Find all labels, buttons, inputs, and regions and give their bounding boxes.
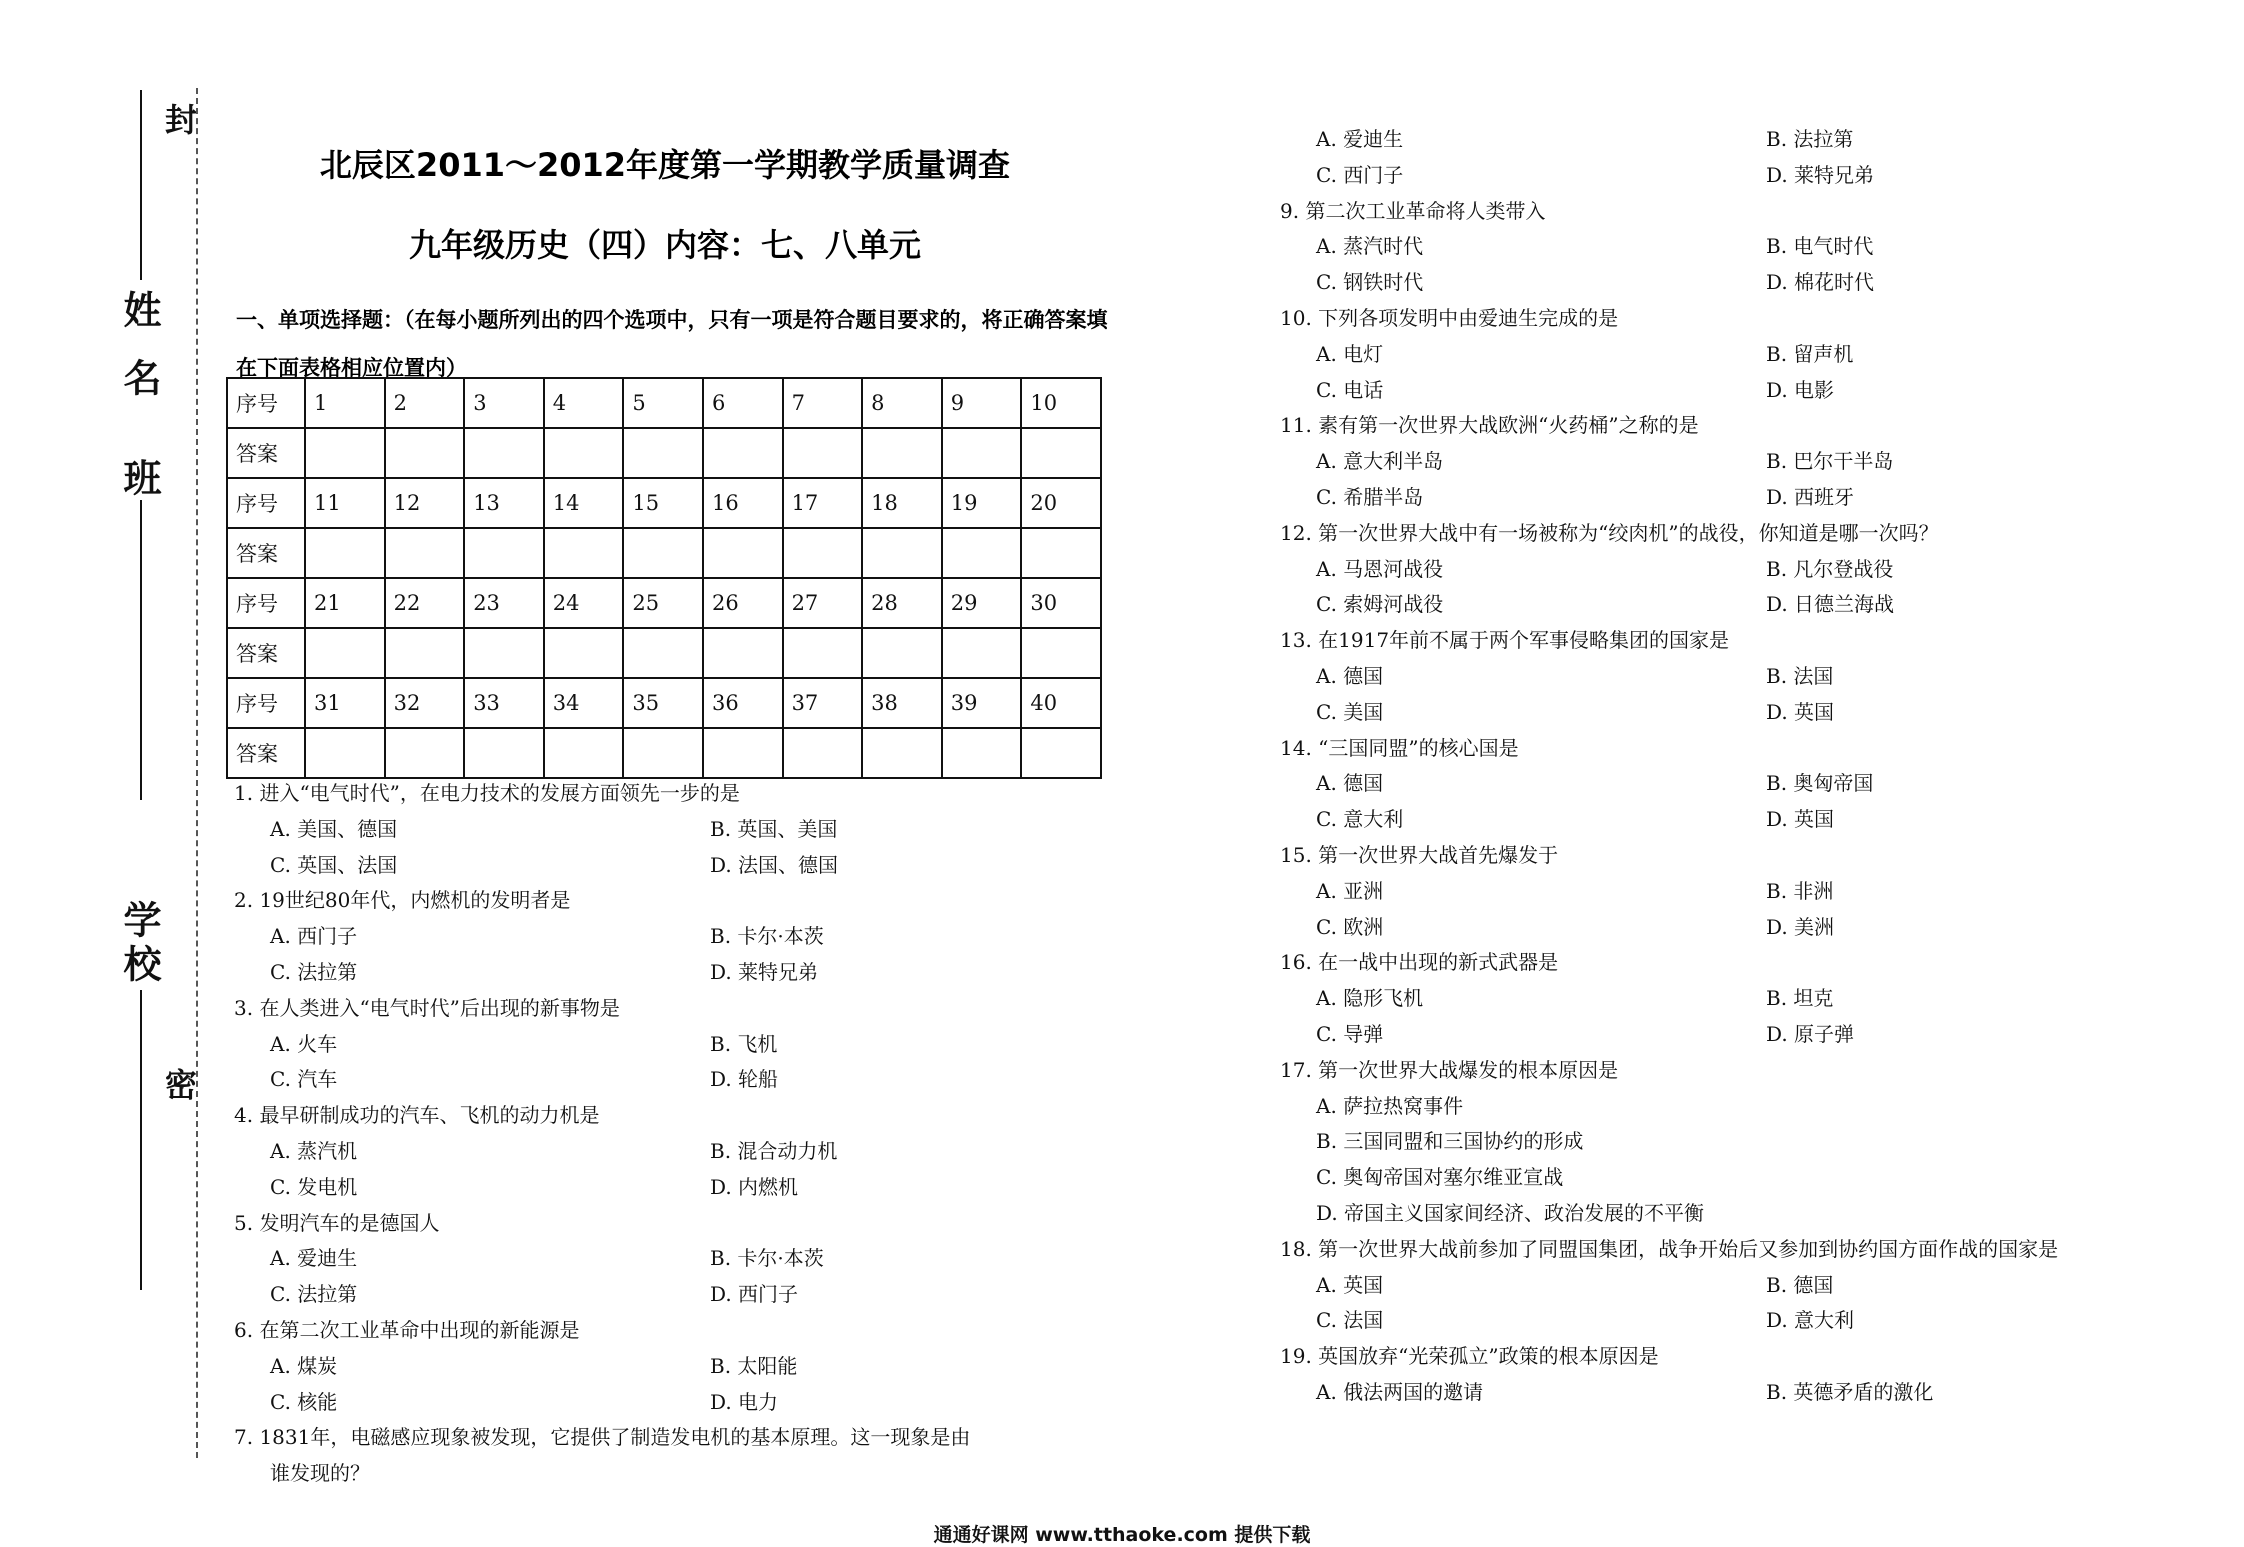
option: A. 电灯 <box>1316 341 1384 366</box>
answer-cell[interactable] <box>385 428 465 478</box>
option: C. 索姆河战役 <box>1316 592 1444 617</box>
option: B. 坦克 <box>1766 986 1834 1011</box>
answer-cell[interactable] <box>464 628 544 678</box>
option: B. 奥匈帝国 <box>1766 771 1874 796</box>
option: D. 西班牙 <box>1766 484 1855 509</box>
question-number-cell: 16 <box>703 478 783 528</box>
answer-row <box>227 428 1101 478</box>
option: D. 轮船 <box>710 1067 779 1092</box>
answer-cell[interactable] <box>305 628 385 678</box>
option: D. 美洲 <box>1766 914 1835 939</box>
question-options <box>1280 552 2180 624</box>
option: A. 萨拉热窝事件 <box>1316 1093 1464 1118</box>
answer-cell[interactable] <box>703 528 783 578</box>
question-text: 14. “三国同盟”的核心国是 <box>1280 735 1519 760</box>
question-number-cell: 19 <box>942 478 1022 528</box>
question-text: 3. 在人类进入“电气时代”后出现的新事物是 <box>234 995 620 1020</box>
option: C. 导弹 <box>1316 1021 1384 1046</box>
option: B. 电气时代 <box>1766 234 1874 259</box>
answer-cell[interactable] <box>544 528 624 578</box>
option: A. 爱迪生 <box>1316 127 1404 151</box>
answer-cell[interactable] <box>783 528 863 578</box>
row-label-number: 序号 <box>227 578 305 628</box>
question-number-cell: 4 <box>544 378 624 428</box>
option: A. 隐形飞机 <box>1316 986 1424 1011</box>
number-row <box>227 678 1101 728</box>
row-label-answer: 答案 <box>227 728 305 778</box>
question-number-cell: 37 <box>783 678 863 728</box>
option: B. 法拉第 <box>1766 127 1854 151</box>
option: B. 凡尔登战役 <box>1766 556 1894 581</box>
question-options <box>1280 766 2180 838</box>
question-18-text: 18. 第一次世界大战前参加了同盟国集团，战争开始后又参加到协约国方面作战的国家是 <box>1280 1236 2059 1261</box>
option: B. 卡尔·本茨 <box>710 924 824 949</box>
question-text: 15. 第一次世界大战首先爆发于 <box>1280 842 1559 867</box>
option: C. 美国 <box>1316 699 1384 724</box>
seal-mark-top: 封 <box>165 101 198 139</box>
question-number-cell: 39 <box>942 678 1022 728</box>
option: A. 俄法两国的邀请 <box>1316 1379 1484 1404</box>
question-options <box>1280 229 2180 301</box>
question-number-cell: 8 <box>862 378 942 428</box>
answer-cell[interactable] <box>464 528 544 578</box>
question-number-cell: 40 <box>1021 678 1101 728</box>
option: B. 英德矛盾的激化 <box>1766 1379 1934 1404</box>
question-number-cell: 5 <box>623 378 703 428</box>
question-options <box>234 1027 1114 1099</box>
answer-cell[interactable] <box>623 428 703 478</box>
question-text: 2. 19世纪80年代，内燃机的发明者是 <box>234 888 571 913</box>
question-17-options <box>1280 1089 2180 1232</box>
question-options <box>234 1241 1114 1313</box>
option: A. 西门子 <box>270 924 358 949</box>
answer-cell[interactable] <box>1021 528 1101 578</box>
option: D. 莱特兄弟 <box>1766 162 1875 187</box>
option: C. 钢铁时代 <box>1316 270 1424 295</box>
answer-cell[interactable] <box>942 728 1022 778</box>
question-text: 1. 进入“电气时代”，在电力技术的发展方面领先一步的是 <box>234 781 740 805</box>
answer-row <box>227 728 1101 778</box>
question-number-cell: 25 <box>623 578 703 628</box>
footer-credit: 通通好课网 www.tthaoke.com 提供下载 <box>933 1524 1311 1546</box>
option: D. 帝国主义国家间经济、政治发展的不平衡 <box>1316 1200 1705 1225</box>
option: D. 英国 <box>1766 699 1835 724</box>
question-number-cell: 36 <box>703 678 783 728</box>
question-number-cell: 27 <box>783 578 863 628</box>
question-text: 11. 素有第一次世界大战欧洲“火药桶”之称的是 <box>1280 413 1699 438</box>
option: C. 核能 <box>270 1389 338 1414</box>
question-number-cell: 32 <box>385 678 465 728</box>
option: B. 法国 <box>1766 663 1834 688</box>
school-underline <box>140 990 142 1290</box>
section-heading: 一、单项选择题：（在每小题所列出的四个选项中，只有一项是符合题目要求的，将正确答案填在下面表格相应位置内） <box>236 308 1108 380</box>
question-text: 4. 最早研制成功的汽车、飞机的动力机是 <box>234 1103 600 1128</box>
question-number-cell: 34 <box>544 678 624 728</box>
question-options <box>1280 122 2180 194</box>
answer-cell[interactable] <box>783 728 863 778</box>
option: C. 汽车 <box>270 1067 338 1092</box>
question-number-cell: 10 <box>1021 378 1101 428</box>
option: D. 棉花时代 <box>1766 270 1875 295</box>
answer-cell[interactable] <box>305 428 385 478</box>
question-number-cell: 2 <box>385 378 465 428</box>
number-row <box>227 578 1101 628</box>
answer-cell[interactable] <box>703 628 783 678</box>
answer-cell[interactable] <box>464 728 544 778</box>
option: C. 法拉第 <box>270 959 358 984</box>
question-options <box>1280 444 2180 516</box>
answer-cell[interactable] <box>783 428 863 478</box>
option: A. 煤炭 <box>270 1353 338 1378</box>
option: A. 蒸汽机 <box>270 1138 358 1163</box>
option: D. 莱特兄弟 <box>710 959 819 984</box>
option: A. 美国、德国 <box>270 816 398 841</box>
option: A. 意大利半岛 <box>1316 449 1444 474</box>
exam-subtitle: 九年级历史（四）内容：七、八单元 <box>408 226 921 264</box>
option: A. 爱迪生 <box>270 1246 358 1271</box>
option: D. 内燃机 <box>710 1174 799 1199</box>
answer-cell[interactable] <box>385 728 465 778</box>
question-text: 10. 下列各项发明中由爱迪生完成的是 <box>1280 305 1619 330</box>
question-number-cell: 12 <box>385 478 465 528</box>
answer-cell[interactable] <box>783 628 863 678</box>
option: D. 英国 <box>1766 807 1835 832</box>
left-question-column <box>234 776 1114 1492</box>
question-number-cell: 14 <box>544 478 624 528</box>
row-label-number: 序号 <box>227 678 305 728</box>
option: B. 非洲 <box>1766 878 1834 903</box>
question-7-line-2: 谁发现的？ <box>270 1461 370 1486</box>
option: C. 欧洲 <box>1316 914 1384 939</box>
answer-cell[interactable] <box>1021 628 1101 678</box>
option: B. 混合动力机 <box>710 1138 838 1163</box>
option: D. 电力 <box>710 1389 779 1414</box>
class-underline <box>140 500 142 800</box>
question-number-cell: 30 <box>1021 578 1101 628</box>
answer-cell[interactable] <box>942 528 1022 578</box>
answer-cell[interactable] <box>862 628 942 678</box>
option: B. 英国、美国 <box>710 816 838 841</box>
answer-cell[interactable] <box>544 428 624 478</box>
answer-cell[interactable] <box>305 728 385 778</box>
answer-cell[interactable] <box>623 728 703 778</box>
question-options <box>1280 659 2180 731</box>
answer-cell[interactable] <box>942 428 1022 478</box>
row-label-number: 序号 <box>227 478 305 528</box>
question-options <box>234 1134 1114 1206</box>
option: A. 火车 <box>270 1031 338 1056</box>
question-number-cell: 18 <box>862 478 942 528</box>
option: D. 西门子 <box>710 1282 799 1307</box>
answer-cell[interactable] <box>703 428 783 478</box>
question-text: 6. 在第二次工业革命中出现的新能源是 <box>234 1317 580 1342</box>
answer-table <box>226 377 1102 779</box>
question-number-cell: 20 <box>1021 478 1101 528</box>
question-number-cell: 38 <box>862 678 942 728</box>
question-number-cell: 6 <box>703 378 783 428</box>
option: C. 意大利 <box>1316 807 1404 832</box>
option: C. 奥匈帝国对塞尔维亚宣战 <box>1316 1165 1564 1190</box>
option: C. 发电机 <box>270 1174 358 1199</box>
answer-cell[interactable] <box>862 428 942 478</box>
option: A. 马恩河战役 <box>1316 556 1444 581</box>
row-label-number: 序号 <box>227 378 305 428</box>
option: B. 三国同盟和三国协约的形成 <box>1316 1129 1584 1154</box>
question-text: 9. 第二次工业革命将人类带入 <box>1280 198 1546 223</box>
row-label-answer: 答案 <box>227 428 305 478</box>
number-row <box>227 378 1101 428</box>
option: A. 德国 <box>1316 663 1384 688</box>
option: B. 飞机 <box>710 1031 778 1056</box>
option: D. 意大利 <box>1766 1308 1855 1333</box>
row-label-answer: 答案 <box>227 628 305 678</box>
answer-cell[interactable] <box>1021 728 1101 778</box>
question-number-cell: 11 <box>305 478 385 528</box>
answer-cell[interactable] <box>1021 428 1101 478</box>
question-number-cell: 29 <box>942 578 1022 628</box>
question-text: 12. 第一次世界大战中有一场被称为“绞肉机”的战役，你知道是哪一次吗？ <box>1280 520 1939 545</box>
question-text: 13. 在1917年前不属于两个军事侵略集团的国家是 <box>1280 628 1730 653</box>
option: B. 德国 <box>1766 1272 1834 1297</box>
question-number-cell: 21 <box>305 578 385 628</box>
option: C. 西门子 <box>1316 162 1404 187</box>
option: D. 原子弹 <box>1766 1021 1855 1046</box>
question-number-cell: 9 <box>942 378 1022 428</box>
question-number-cell: 15 <box>623 478 703 528</box>
answer-cell[interactable] <box>544 728 624 778</box>
answer-cell[interactable] <box>862 528 942 578</box>
school-label: 学校 <box>117 900 161 988</box>
option: D. 日德兰海战 <box>1766 592 1895 617</box>
option: C. 希腊半岛 <box>1316 484 1424 509</box>
question-number-cell: 23 <box>464 578 544 628</box>
question-options <box>1280 874 2180 946</box>
question-19-text: 19. 英国放弃“光荣孤立”政策的根本原因是 <box>1280 1344 1659 1369</box>
option: C. 法拉第 <box>270 1282 358 1307</box>
question-number-cell: 1 <box>305 378 385 428</box>
binding-dashed-line <box>196 88 198 1458</box>
answer-cell[interactable] <box>703 728 783 778</box>
question-text: 16. 在一战中出现的新式武器是 <box>1280 950 1559 975</box>
answer-row <box>227 528 1101 578</box>
question-number-cell: 35 <box>623 678 703 728</box>
right-question-column <box>1280 122 2180 1411</box>
option: B. 卡尔·本茨 <box>710 1246 824 1271</box>
option: D. 电影 <box>1766 377 1835 402</box>
answer-cell[interactable] <box>305 528 385 578</box>
question-number-cell: 28 <box>862 578 942 628</box>
question-18-options <box>1280 1268 2180 1340</box>
answer-cell[interactable] <box>623 628 703 678</box>
seal-mark-bottom: 密 <box>165 1066 198 1104</box>
option: A. 英国 <box>1316 1272 1384 1297</box>
question-number-cell: 22 <box>385 578 465 628</box>
name-underline <box>140 90 142 280</box>
number-row <box>227 478 1101 528</box>
answer-cell[interactable] <box>862 728 942 778</box>
class-label: 班 <box>117 458 161 496</box>
row-label-answer: 答案 <box>227 528 305 578</box>
option: A. 蒸汽时代 <box>1316 234 1424 259</box>
question-options <box>1280 981 2180 1053</box>
question-number-cell: 17 <box>783 478 863 528</box>
answer-cell[interactable] <box>544 628 624 678</box>
option: B. 留声机 <box>1766 341 1854 366</box>
option: B. 巴尔干半岛 <box>1766 449 1894 474</box>
question-number-cell: 33 <box>464 678 544 728</box>
option: C. 法国 <box>1316 1308 1384 1333</box>
exam-title: 北辰区2011～2012年度第一学期教学质量调查 <box>319 146 1011 184</box>
answer-cell[interactable] <box>623 528 703 578</box>
question-number-cell: 26 <box>703 578 783 628</box>
question-number-cell: 7 <box>783 378 863 428</box>
question-options <box>234 812 1114 884</box>
question-7-line-1: 7. 1831年，电磁感应现象被发现，它提供了制造发电机的基本原理。这一现象是由 <box>234 1425 971 1450</box>
question-number-cell: 13 <box>464 478 544 528</box>
question-options <box>1280 337 2180 409</box>
question-number-cell: 31 <box>305 678 385 728</box>
question-text: 5. 发明汽车的是德国人 <box>234 1210 440 1235</box>
question-19-options <box>1280 1375 2180 1411</box>
answer-cell[interactable] <box>385 528 465 578</box>
question-number-cell: 24 <box>544 578 624 628</box>
answer-row <box>227 628 1101 678</box>
question-options <box>234 1349 1114 1421</box>
option: D. 法国、德国 <box>710 852 839 877</box>
question-17-text: 17. 第一次世界大战爆发的根本原因是 <box>1280 1057 1619 1082</box>
answer-cell[interactable] <box>942 628 1022 678</box>
name-label: 姓名 <box>117 290 161 426</box>
answer-cell[interactable] <box>464 428 544 478</box>
option: C. 英国、法国 <box>270 852 398 877</box>
option: B. 太阳能 <box>710 1353 798 1378</box>
answer-cell[interactable] <box>385 628 465 678</box>
question-number-cell: 3 <box>464 378 544 428</box>
option: C. 电话 <box>1316 377 1384 402</box>
option: A. 亚洲 <box>1316 878 1384 903</box>
option: A. 德国 <box>1316 771 1384 796</box>
question-options <box>234 919 1114 991</box>
